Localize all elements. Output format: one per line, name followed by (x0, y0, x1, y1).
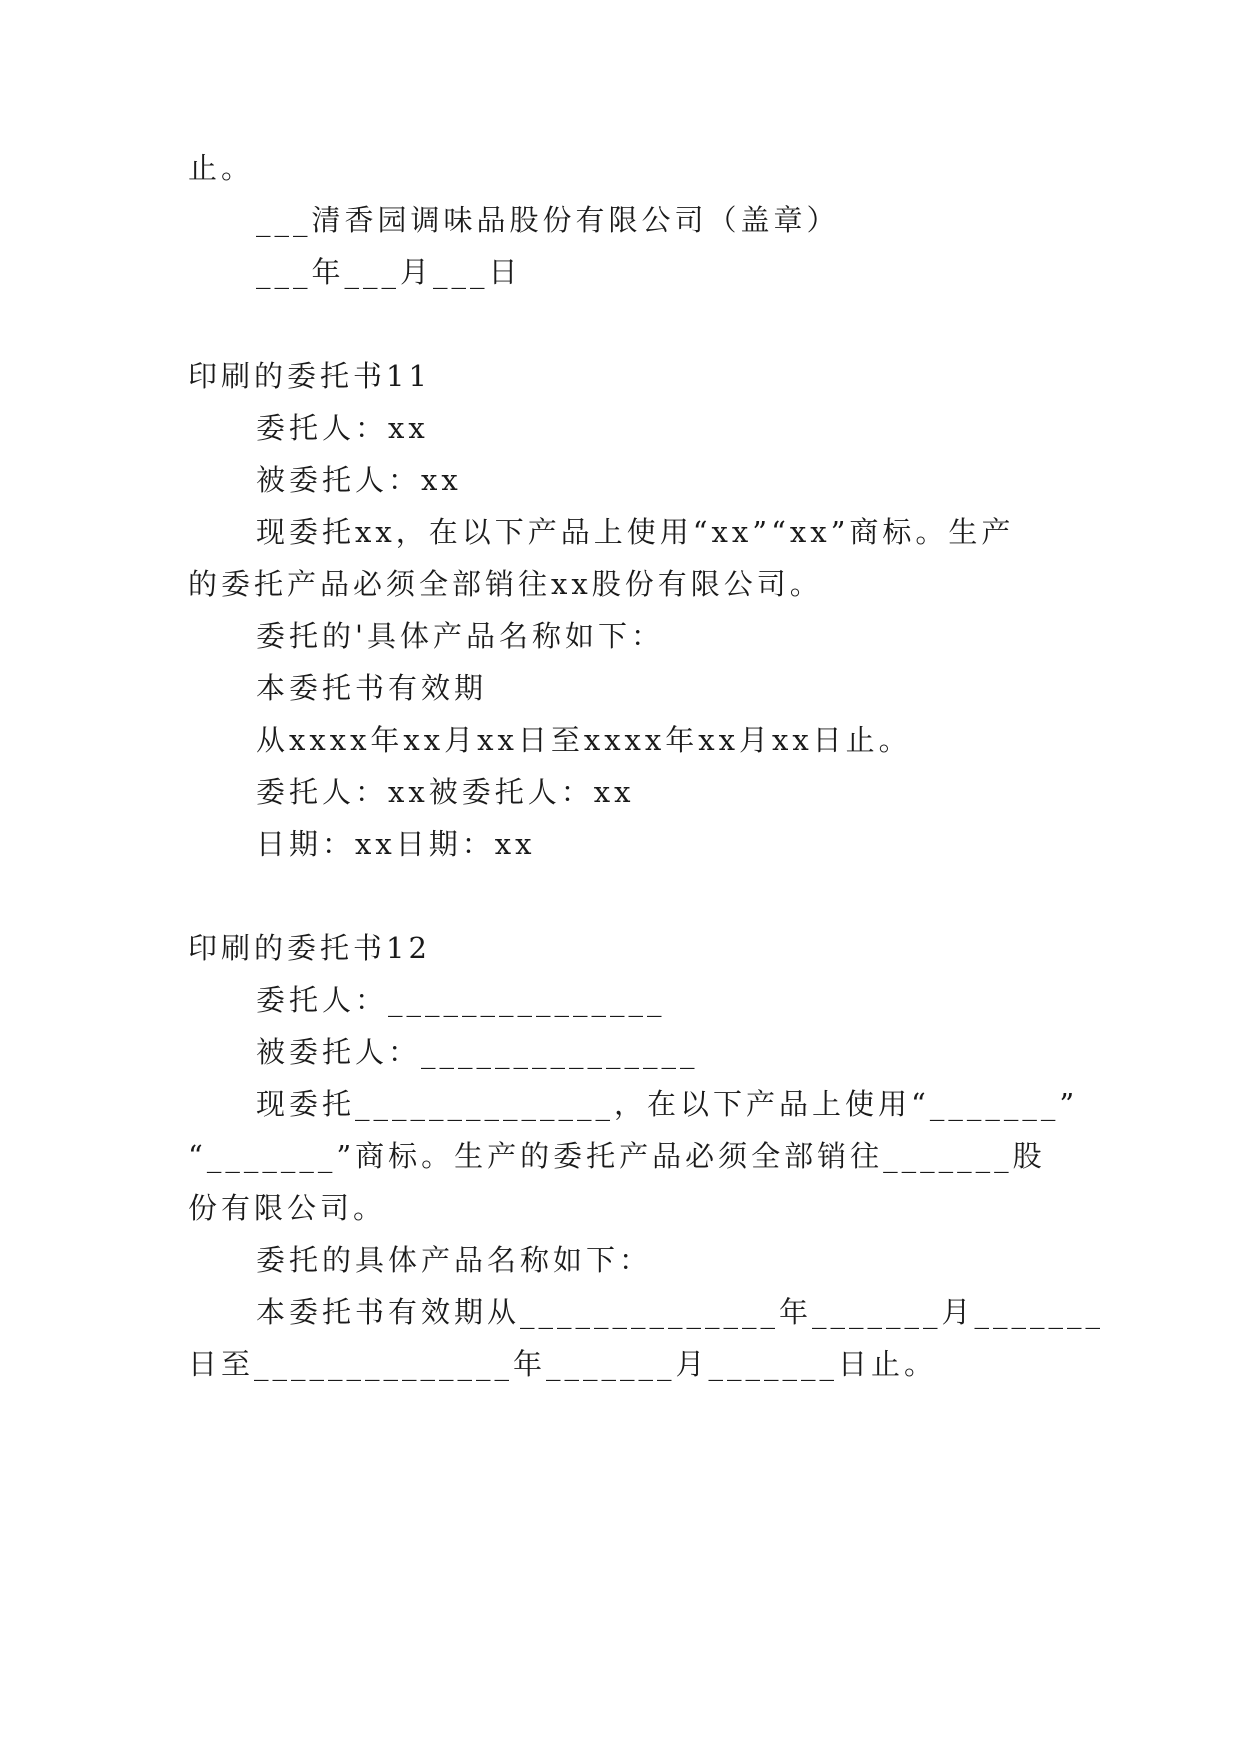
text-line: 本委托书有效期从______________年_______月_______ (256, 1295, 1105, 1329)
text-line: 被委托人：_______________ (256, 1035, 699, 1069)
section-heading: 印刷的委托书12 (188, 931, 431, 965)
date-line: ___年___月___日 (256, 255, 522, 289)
text-line: 现委托xx，在以下产品上使用“xx”“xx”商标。生产 (256, 515, 1015, 549)
text-line: 份有限公司。 (188, 1191, 387, 1225)
text-line: 被委托人：xx (256, 463, 462, 497)
text-line: 现委托______________，在以下产品上使用“_______” (256, 1087, 1079, 1121)
text-line: 日至______________年_______月_______日止。 (188, 1347, 938, 1381)
text-line: “_______”商标。生产的委托产品必须全部销往_______股 (188, 1139, 1046, 1173)
text-line: 从xxxx年xx月xx日至xxxx年xx月xx日止。 (256, 723, 912, 757)
company-seal-line: ___清香园调味品股份有限公司（盖章） (256, 203, 840, 237)
text-line: 本委托书有效期 (256, 671, 488, 705)
text-line: 止。 (188, 151, 255, 185)
text-line: 委托人：xx (256, 411, 429, 445)
text-line: 委托人：_______________ (256, 983, 666, 1017)
text-line: 日期：xx日期：xx (256, 827, 536, 861)
text-line: 委托的具体产品名称如下： (256, 1243, 653, 1277)
section-heading: 印刷的委托书11 (188, 359, 431, 393)
text-line: 委托人：xx被委托人：xx (256, 775, 635, 809)
text-line: 的委托产品必须全部销往xx股份有限公司。 (188, 567, 823, 601)
text-line: 委托的'具体产品名称如下： (256, 619, 664, 653)
